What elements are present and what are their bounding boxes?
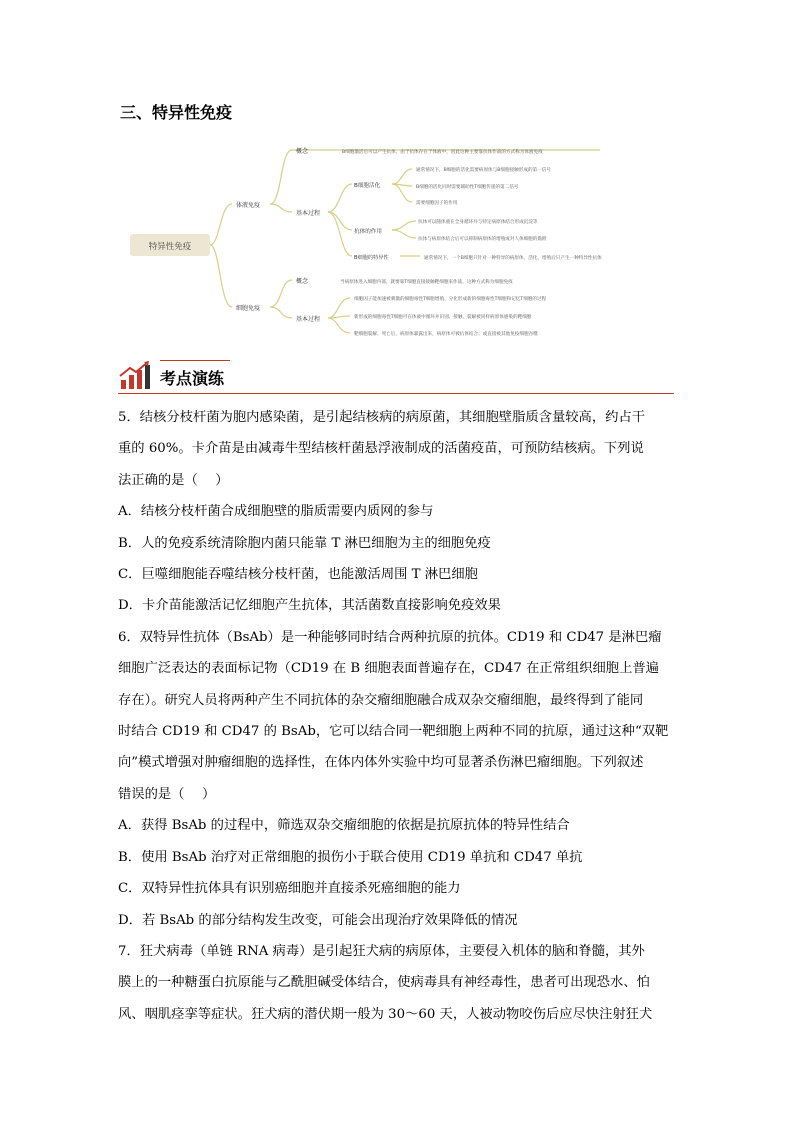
kaodian-heading [118, 360, 674, 394]
heading-top-rule [160, 360, 230, 361]
b-activation-item: 需要细胞因子的作用 [416, 201, 458, 206]
humoral-process-label: 基本过程 [296, 210, 321, 217]
cellular-process-label: 基本过程 [296, 316, 321, 323]
text-line: 7．狂犬病毒（单链 RNA 病毒）是引起狂犬病的病原体，主要侵入机体的脑和脊髓，其外 [118, 943, 645, 959]
option-line: B．人的免疫系统清除胞内菌只能靠 T 淋巴细胞为主的细胞免疫 [118, 535, 491, 551]
question-body [118, 402, 678, 1030]
text-line: 6．双特异性抗体（BsAb）是一种能够同时结合两种抗原的抗体。CD19 和 CD47 是淋巴瘤 [118, 629, 662, 645]
humoral-concept-label: 概念 [296, 148, 309, 155]
b-specificity-label: B细胞的特异性 [354, 255, 389, 261]
antibody-role-label: 抗体的作用 [354, 229, 382, 235]
text-line: 法正确的是（ ） [118, 472, 229, 488]
option-line: B．使用 BsAb 治疗对正常细胞的损伤小于联合使用 CD19 单抗和 CD47 单抗 [118, 849, 583, 865]
humoral-label: 体液免疫 [236, 202, 261, 209]
text-line: 存在）。研究人员将两种产生不同抗体的杂交瘤细胞融合成双杂交瘤细胞，最终得到了能同 [118, 692, 644, 708]
section-title: 三、特异性免疫 [120, 103, 233, 122]
option-line: D．卡介苗能激活记忆细胞产生抗体，其活菌数直接影响免疫效果 [118, 598, 501, 614]
humoral-concept-text: B细胞激活后可以产生抗体，由于抗体存在于体液中，因此这种主要靠抗体作战的方式称为体液免疫 [342, 150, 543, 155]
text-line: 向”模式增强对肿瘤细胞的选择性，在体内体外实验中均可显著杀伤淋巴瘤细胞。下列叙述 [118, 755, 644, 771]
option-line: C．巨噬细胞能吞噬结核分枝杆菌，也能激活周围 T 淋巴细胞 [118, 567, 478, 583]
text-line: 时结合 CD19 和 CD47 的 BsAb，它可以结合同一靶细胞上两种不同的抗原，通过这种“双靶 [118, 724, 669, 740]
b-activation-item: B细胞的活化同时需要辅助性T细胞传递的第二信号 [416, 185, 519, 190]
option-line: A．获得 BsAb 的过程中，筛选双杂交瘤细胞的依据是抗原抗体的特异性结合 [118, 818, 570, 834]
b-specificity-text: 通常情况下，一个B细胞只针对一种特异的病原体，活化、增殖后只产生一种特异性抗体 [424, 256, 602, 261]
mind-map [120, 132, 675, 342]
text-line: 风、咽肌痉挛等症状。狂犬病的潜伏期一般为 30～60 天，人被动物咬伤后应尽快注射狂犬 [118, 1006, 653, 1022]
b-activation-item: 通常情况下，B细胞的活化需要病原体与B细胞接触形成的第一信号 [416, 168, 551, 173]
antibody-role-item: 抗体可以随体液在全身循环并与特定病原体结合形成沉淀等 [418, 220, 538, 225]
b-activation-label: B细胞活化 [354, 183, 381, 189]
option-line: C．双特异性抗体具有识别癌细胞并直接杀死癌细胞的能力 [118, 881, 461, 897]
text-line: 膜上的一种糖蛋白抗原能与乙酰胆碱受体结合，使病毒具有神经毒性，患者可出现恐水、怕 [118, 975, 650, 991]
cellular-concept-text: 当病原体进入细胞内部，就要靠T细胞直接接触靶细胞来作战，这种方式称为细胞免疫 [340, 280, 513, 285]
cellular-item: 靶细胞裂解、死亡后，病原体暴露出来，病原体可被抗体结合；或直接被其他免疫细胞吞噬 [354, 332, 538, 337]
cellular-label: 细胞免疫 [236, 305, 261, 312]
text-line: 错误的是（ ） [118, 786, 216, 802]
chart-growth-icon [118, 360, 152, 390]
cellular-item: 新形成的细胞毒性T细胞可在体液中循环并识别、接触、裂解被同样病原体感染的靶细胞 [354, 315, 532, 320]
option-line: A．结核分枝杆菌合成细胞壁的脂质需要内质网的参与 [118, 504, 434, 520]
text-line: 细胞广泛表达的表面标记物（CD19 在 B 细胞表面普遍存在，CD47 在正常组织细胞上普遍 [118, 661, 659, 677]
cellular-concept-label: 概念 [296, 278, 309, 285]
text-line: 5．结核分枝杆菌为胞内感染菌，是引起结核病的病原菌，其细胞壁脂质含量较高，约占干 [118, 410, 646, 425]
cellular-item: 细胞因子能加速被刺激的细胞毒性T细胞增殖、分化形成新的细胞毒性T细胞和记忆T细胞的过程 [354, 297, 547, 302]
text-line: 重的 60%。卡介苗是由减毒牛型结核杆菌悬浮液制成的活菌疫苗，可预防结核病。下列说 [118, 441, 644, 457]
antibody-role-item: 抗体与病原体结合后可以抑制病原体的增殖或对人体细胞的黏附 [418, 237, 547, 242]
mind-map-root: 特异性免疫 [148, 242, 192, 252]
kaodian-label: 考点演练 [160, 369, 225, 388]
heading-rule [118, 393, 674, 394]
option-line: D．若 BsAb 的部分结构发生改变，可能会出现治疗效果降低的情况 [118, 912, 518, 928]
